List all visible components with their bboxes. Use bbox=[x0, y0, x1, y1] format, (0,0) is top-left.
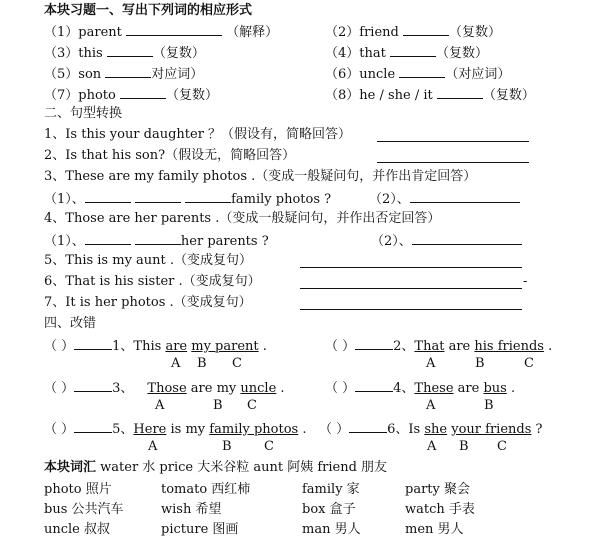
section4-title: 四、改错 bbox=[44, 316, 97, 331]
label-b: B bbox=[213, 398, 223, 413]
vocab-header bbox=[44, 460, 387, 476]
answer-blank[interactable] bbox=[85, 232, 131, 245]
vocab-word: box 盒子 bbox=[302, 502, 356, 517]
vocab-word: picture 图画 bbox=[161, 522, 239, 537]
label-a: A bbox=[155, 398, 165, 413]
question-4: 4、Those are her parents .（变成一般疑问句，并作出否定回答） bbox=[44, 211, 441, 226]
vocab-word: party 聚会 bbox=[405, 482, 470, 497]
item-2: （2）friend （复数） bbox=[325, 25, 502, 40]
label-b: B bbox=[484, 398, 494, 413]
label-b: B bbox=[197, 356, 207, 371]
question-3a: （1）、 family photos ? bbox=[44, 192, 332, 207]
answer-blank[interactable] bbox=[126, 23, 222, 36]
label-a: A bbox=[148, 439, 158, 454]
answer-blank[interactable] bbox=[85, 190, 131, 203]
label-c: C bbox=[497, 439, 507, 454]
vocab-word: men 男人 bbox=[405, 522, 464, 537]
answer-blank[interactable] bbox=[74, 420, 112, 433]
answer-blank[interactable] bbox=[185, 190, 231, 203]
vocab-word: watch 手表 bbox=[405, 502, 475, 517]
item-6: （6）uncle （对应词） bbox=[325, 67, 511, 82]
answer-blank[interactable] bbox=[107, 44, 153, 57]
answer-line[interactable] bbox=[300, 267, 522, 268]
vocab-word: man 男人 bbox=[302, 522, 361, 537]
vocab-word: bus 公共汽车 bbox=[44, 502, 124, 517]
answer-line[interactable] bbox=[300, 309, 522, 310]
vocab-word: family 家 bbox=[302, 482, 360, 497]
answer-blank[interactable] bbox=[135, 232, 181, 245]
label-c: C bbox=[264, 439, 274, 454]
question-7: 7、It is her photos .（变成复句） bbox=[44, 295, 252, 310]
answer-blank[interactable] bbox=[412, 232, 522, 245]
answer-blank[interactable] bbox=[390, 44, 436, 57]
answer-blank[interactable] bbox=[135, 190, 181, 203]
answer-blank[interactable] bbox=[410, 190, 520, 203]
answer-blank[interactable] bbox=[403, 23, 449, 36]
answer-blank[interactable] bbox=[399, 65, 445, 78]
label-a: A bbox=[171, 356, 181, 371]
item-8: （8）he / she / it （复数） bbox=[325, 88, 535, 103]
label-a: A bbox=[426, 398, 436, 413]
dash-mark: - bbox=[523, 274, 528, 289]
question-5: 5、This is my aunt .（变成复句） bbox=[44, 253, 253, 268]
correction-item-2: （ ） 2、That are his friends . bbox=[325, 339, 553, 354]
label-c: C bbox=[232, 356, 242, 371]
question-3: 3、These are my family photos .（变成一般疑问句，并作出肯定回答） bbox=[44, 169, 477, 184]
answer-blank[interactable] bbox=[355, 337, 393, 350]
question-3b: （2）、 bbox=[369, 190, 520, 208]
correction-item-6: （ ） 6、Is she your friends ? bbox=[319, 422, 543, 437]
answer-blank[interactable] bbox=[120, 86, 166, 99]
label-b: B bbox=[475, 356, 485, 371]
answer-line[interactable] bbox=[377, 162, 529, 163]
section2-title: 二、句型转换 bbox=[44, 106, 123, 121]
item-4: （4）that （复数） bbox=[325, 46, 489, 61]
answer-blank[interactable] bbox=[74, 337, 112, 350]
question-4b: （2）、 bbox=[371, 232, 522, 250]
answer-blank[interactable] bbox=[349, 420, 387, 433]
label-a: A bbox=[427, 439, 437, 454]
item-5: （5）son 对应词） bbox=[44, 67, 204, 82]
answer-blank[interactable] bbox=[105, 65, 151, 78]
question-1: 1、Is this your daughter ？（假设有，简略回答） bbox=[44, 127, 352, 142]
question-4a: （1）、 her parents ? bbox=[44, 234, 269, 249]
label-c: C bbox=[524, 356, 534, 371]
label-c: C bbox=[247, 398, 257, 413]
answer-blank[interactable] bbox=[74, 379, 112, 392]
correction-item-1: （ ） 1、This are my parent . bbox=[44, 339, 267, 354]
answer-line[interactable] bbox=[300, 288, 522, 289]
vocab-title: 本块词汇 bbox=[44, 460, 97, 475]
answer-blank[interactable] bbox=[437, 86, 483, 99]
vocab-word: tomato 西红柿 bbox=[161, 482, 251, 497]
label-b: B bbox=[459, 439, 469, 454]
correction-item-5: （ ） 5、Here is my family photos . bbox=[44, 422, 307, 437]
answer-blank[interactable] bbox=[355, 379, 393, 392]
vocab-word: wish 希望 bbox=[161, 502, 222, 517]
correction-item-4: （ ） 4、These are bus . bbox=[325, 381, 516, 396]
label-b: B bbox=[222, 439, 232, 454]
item-3: （3）this （复数） bbox=[44, 46, 205, 61]
question-6: 6、That is his sister .（变成复句） bbox=[44, 274, 261, 289]
correction-item-3: （ ） 3、 Those are my uncle . bbox=[44, 381, 285, 396]
vocab-first-line: water 水 price 大米谷粒 aunt 阿姨 friend 朋友 bbox=[96, 460, 388, 475]
label-a: A bbox=[426, 356, 436, 371]
answer-line[interactable] bbox=[377, 141, 529, 142]
question-2: 2、Is that his son?（假设无，简略回答） bbox=[44, 148, 296, 163]
vocab-word: photo 照片 bbox=[44, 482, 112, 497]
item-7: （7）photo （复数） bbox=[44, 88, 219, 103]
section1-title: 本块习题一、写出下列词的相应形式 bbox=[44, 3, 253, 18]
vocab-word: uncle 叔叔 bbox=[44, 522, 111, 537]
item-1: （1）parent （解释） bbox=[44, 25, 279, 40]
